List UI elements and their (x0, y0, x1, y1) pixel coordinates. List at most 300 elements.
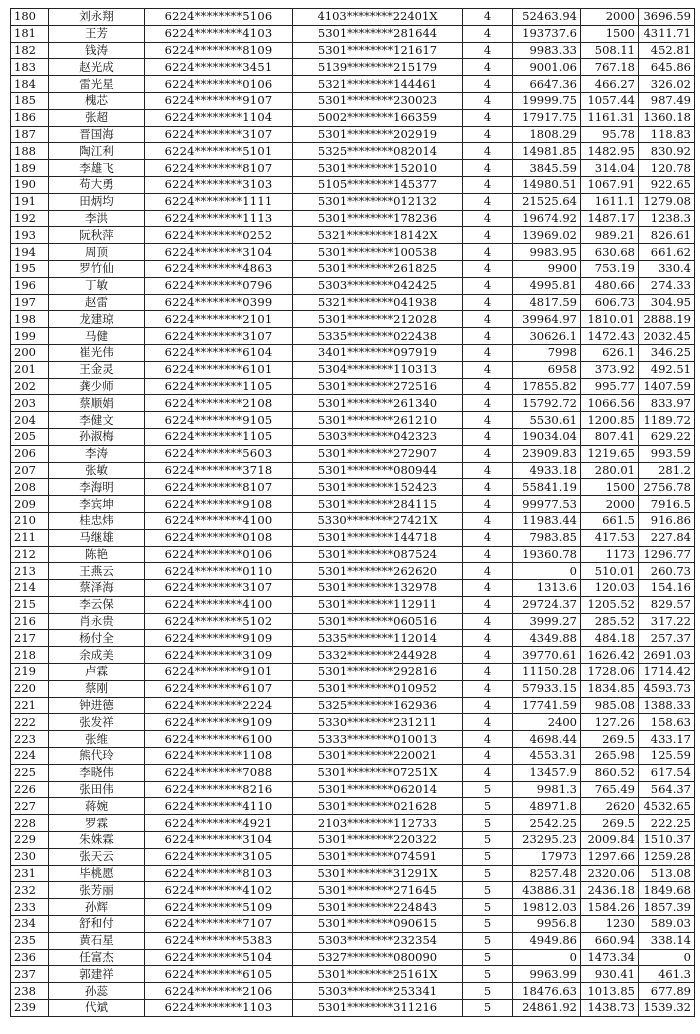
person-name-cell: 郭建祥 (49, 966, 145, 983)
amount-1-cell: 55841.19 (513, 479, 581, 496)
count-cell: 4 (463, 59, 513, 76)
person-name-cell: 钟进德 (49, 697, 145, 714)
count-cell: 5 (463, 882, 513, 899)
count-cell: 4 (463, 109, 513, 126)
table-row (11, 277, 695, 294)
table-row (11, 244, 695, 261)
amount-2-cell: 269.5 (581, 815, 639, 832)
person-name-cell: 刘永翔 (49, 9, 145, 26)
row-number-cell: 197 (11, 294, 49, 311)
amount-1-cell: 3845.59 (513, 160, 581, 177)
amount-1-cell: 24861.92 (513, 1000, 581, 1017)
id-number-cell: 5321********18142X (293, 227, 463, 244)
id-number-cell: 5301********281644 (293, 25, 463, 42)
bank-card-number-cell: 6224********0399 (145, 294, 293, 311)
person-name-cell: 蒋婉 (49, 798, 145, 815)
amount-2-cell: 1200.85 (581, 412, 639, 429)
amount-3-cell: 461.3 (639, 966, 695, 983)
row-number-cell: 227 (11, 798, 49, 815)
count-cell: 4 (463, 630, 513, 647)
amount-1-cell: 19674.92 (513, 210, 581, 227)
amount-3-cell: 922.65 (639, 176, 695, 193)
table-row (11, 815, 695, 832)
count-cell: 5 (463, 798, 513, 815)
amount-3-cell: 125.59 (639, 748, 695, 765)
table-row (11, 193, 695, 210)
amount-2-cell: 1161.31 (581, 109, 639, 126)
person-name-cell: 赵雷 (49, 294, 145, 311)
count-cell: 5 (463, 781, 513, 798)
id-number-cell: 5301********272516 (293, 378, 463, 395)
amount-2-cell: 373.92 (581, 361, 639, 378)
bank-card-number-cell: 6224********9101 (145, 664, 293, 681)
row-number-cell: 218 (11, 647, 49, 664)
table-row (11, 25, 695, 42)
amount-3-cell: 7916.5 (639, 496, 695, 513)
amount-2-cell: 1066.56 (581, 395, 639, 412)
count-cell: 4 (463, 277, 513, 294)
table-row (11, 479, 695, 496)
amount-2-cell: 1500 (581, 479, 639, 496)
count-cell: 5 (463, 1000, 513, 1017)
person-name-cell: 罗霖 (49, 815, 145, 832)
amount-2-cell: 1013.85 (581, 983, 639, 1000)
id-number-cell: 5301********261825 (293, 260, 463, 277)
amount-2-cell: 1219.65 (581, 445, 639, 462)
bank-card-number-cell: 6224********8107 (145, 160, 293, 177)
amount-1-cell: 193737.6 (513, 25, 581, 42)
person-name-cell: 苟大勇 (49, 176, 145, 193)
id-number-cell: 5325********082014 (293, 143, 463, 160)
count-cell: 4 (463, 445, 513, 462)
amount-1-cell: 17973 (513, 848, 581, 865)
id-number-cell: 5303********253341 (293, 983, 463, 1000)
amount-1-cell: 39770.61 (513, 647, 581, 664)
person-name-cell: 陶江利 (49, 143, 145, 160)
amount-3-cell: 257.37 (639, 630, 695, 647)
amount-1-cell: 29724.37 (513, 596, 581, 613)
row-number-cell: 217 (11, 630, 49, 647)
row-number-cell: 221 (11, 697, 49, 714)
amount-3-cell: 2691.03 (639, 647, 695, 664)
row-number-cell: 188 (11, 143, 49, 160)
person-name-cell: 龚少师 (49, 378, 145, 395)
amount-2-cell: 1487.17 (581, 210, 639, 227)
id-number-cell: 5002********166359 (293, 109, 463, 126)
person-name-cell: 周顶 (49, 244, 145, 261)
record-table (10, 8, 695, 1017)
id-number-cell: 5105********145377 (293, 176, 463, 193)
amount-2-cell: 767.18 (581, 59, 639, 76)
count-cell: 4 (463, 344, 513, 361)
person-name-cell: 张天云 (49, 848, 145, 865)
count-cell: 4 (463, 328, 513, 345)
count-cell: 4 (463, 596, 513, 613)
amount-2-cell: 280.01 (581, 462, 639, 479)
amount-2-cell: 1626.42 (581, 647, 639, 664)
amount-1-cell: 14981.85 (513, 143, 581, 160)
id-number-cell: 5301********132978 (293, 580, 463, 597)
amount-3-cell: 120.78 (639, 160, 695, 177)
person-name-cell: 孙蕊 (49, 983, 145, 1000)
count-cell: 4 (463, 176, 513, 193)
person-name-cell: 肖永贵 (49, 613, 145, 630)
id-number-cell: 5303********232354 (293, 932, 463, 949)
amount-1-cell: 0 (513, 949, 581, 966)
count-cell: 4 (463, 126, 513, 143)
amount-3-cell: 1279.08 (639, 193, 695, 210)
id-number-cell: 4103********22401X (293, 9, 463, 26)
count-cell: 4 (463, 462, 513, 479)
row-number-cell: 180 (11, 9, 49, 26)
person-name-cell: 张田伟 (49, 781, 145, 798)
count-cell: 4 (463, 680, 513, 697)
amount-2-cell: 510.01 (581, 563, 639, 580)
amount-2-cell: 2000 (581, 496, 639, 513)
id-number-cell: 5301********012132 (293, 193, 463, 210)
table-row (11, 865, 695, 882)
amount-2-cell: 417.53 (581, 529, 639, 546)
row-number-cell: 205 (11, 428, 49, 445)
amount-1-cell: 19034.04 (513, 428, 581, 445)
count-cell: 4 (463, 529, 513, 546)
row-number-cell: 206 (11, 445, 49, 462)
id-number-cell: 5301********224843 (293, 899, 463, 916)
amount-2-cell: 2436.18 (581, 882, 639, 899)
amount-2-cell: 314.04 (581, 160, 639, 177)
bank-card-number-cell: 6224********5104 (145, 949, 293, 966)
amount-2-cell: 1057.44 (581, 92, 639, 109)
row-number-cell: 192 (11, 210, 49, 227)
row-number-cell: 238 (11, 983, 49, 1000)
row-number-cell: 211 (11, 529, 49, 546)
bank-card-number-cell: 6224********8107 (145, 479, 293, 496)
amount-3-cell: 513.08 (639, 865, 695, 882)
person-name-cell: 陈艳 (49, 546, 145, 563)
count-cell: 4 (463, 395, 513, 412)
count-cell: 4 (463, 9, 513, 26)
bank-card-number-cell: 6224********3718 (145, 462, 293, 479)
count-cell: 4 (463, 160, 513, 177)
row-number-cell: 213 (11, 563, 49, 580)
bank-card-number-cell: 6224********3451 (145, 59, 293, 76)
amount-1-cell: 11983.44 (513, 512, 581, 529)
amount-3-cell: 1714.42 (639, 664, 695, 681)
amount-3-cell: 993.59 (639, 445, 695, 462)
table-row (11, 966, 695, 983)
amount-3-cell: 4593.73 (639, 680, 695, 697)
table-row (11, 899, 695, 916)
person-name-cell: 槐芯 (49, 92, 145, 109)
bank-card-number-cell: 6224********4102 (145, 882, 293, 899)
id-number-cell: 5301********07251X (293, 764, 463, 781)
amount-2-cell: 2620 (581, 798, 639, 815)
data-sheet (10, 8, 694, 1017)
amount-3-cell: 158.63 (639, 714, 695, 731)
person-name-cell: 李宾坤 (49, 496, 145, 513)
amount-1-cell: 9956.8 (513, 916, 581, 933)
bank-card-number-cell: 6224********1113 (145, 210, 293, 227)
count-cell: 4 (463, 479, 513, 496)
table-row (11, 9, 695, 26)
amount-3-cell: 1407.59 (639, 378, 695, 395)
amount-3-cell: 2888.19 (639, 311, 695, 328)
amount-3-cell: 826.61 (639, 227, 695, 244)
id-number-cell: 5301********074591 (293, 848, 463, 865)
amount-3-cell: 281.2 (639, 462, 695, 479)
row-number-cell: 228 (11, 815, 49, 832)
bank-card-number-cell: 6224********9109 (145, 714, 293, 731)
id-number-cell: 5330********27421X (293, 512, 463, 529)
row-number-cell: 199 (11, 328, 49, 345)
amount-2-cell: 1297.66 (581, 848, 639, 865)
id-number-cell: 5301********212028 (293, 311, 463, 328)
table-row (11, 260, 695, 277)
row-number-cell: 229 (11, 832, 49, 849)
amount-3-cell: 1189.72 (639, 412, 695, 429)
bank-card-number-cell: 6224********7088 (145, 764, 293, 781)
amount-1-cell: 4698.44 (513, 731, 581, 748)
amount-1-cell: 9900 (513, 260, 581, 277)
id-number-cell: 5335********022438 (293, 328, 463, 345)
amount-3-cell: 338.14 (639, 932, 695, 949)
table-row (11, 580, 695, 597)
bank-card-number-cell: 6224********0110 (145, 563, 293, 580)
person-name-cell: 孙淑梅 (49, 428, 145, 445)
amount-1-cell: 8257.48 (513, 865, 581, 882)
row-number-cell: 183 (11, 59, 49, 76)
bank-card-number-cell: 6224********3107 (145, 580, 293, 597)
amount-1-cell: 2400 (513, 714, 581, 731)
amount-3-cell: 1510.37 (639, 832, 695, 849)
person-name-cell: 熊代玲 (49, 748, 145, 765)
amount-3-cell: 433.17 (639, 731, 695, 748)
amount-2-cell: 2320.06 (581, 865, 639, 882)
amount-3-cell: 227.84 (639, 529, 695, 546)
id-number-cell: 5301********121617 (293, 42, 463, 59)
row-number-cell: 220 (11, 680, 49, 697)
amount-3-cell: 4532.65 (639, 798, 695, 815)
id-number-cell: 5321********144461 (293, 76, 463, 93)
table-row (11, 344, 695, 361)
person-name-cell: 张发祥 (49, 714, 145, 731)
row-number-cell: 236 (11, 949, 49, 966)
person-name-cell: 李健文 (49, 412, 145, 429)
table-row (11, 680, 695, 697)
bank-card-number-cell: 6224********1104 (145, 109, 293, 126)
amount-3-cell: 1259.28 (639, 848, 695, 865)
bank-card-number-cell: 6224********4110 (145, 798, 293, 815)
amount-3-cell: 677.89 (639, 983, 695, 1000)
count-cell: 5 (463, 832, 513, 849)
amount-1-cell: 1313.6 (513, 580, 581, 597)
bank-card-number-cell: 6224********5383 (145, 932, 293, 949)
amount-3-cell: 118.83 (639, 126, 695, 143)
amount-1-cell: 48971.8 (513, 798, 581, 815)
count-cell: 5 (463, 815, 513, 832)
count-cell: 4 (463, 412, 513, 429)
amount-2-cell: 606.73 (581, 294, 639, 311)
amount-3-cell: 617.54 (639, 764, 695, 781)
row-number-cell: 237 (11, 966, 49, 983)
amount-1-cell: 4949.86 (513, 932, 581, 949)
row-number-cell: 184 (11, 76, 49, 93)
table-row (11, 59, 695, 76)
person-name-cell: 李海明 (49, 479, 145, 496)
bank-card-number-cell: 6224********9105 (145, 412, 293, 429)
table-row (11, 395, 695, 412)
amount-3-cell: 2032.45 (639, 328, 695, 345)
table-row (11, 42, 695, 59)
table-row (11, 1000, 695, 1017)
id-number-cell: 5139********215179 (293, 59, 463, 76)
count-cell: 5 (463, 983, 513, 1000)
count-cell: 4 (463, 227, 513, 244)
id-number-cell: 5335********112014 (293, 630, 463, 647)
id-number-cell: 5301********112911 (293, 596, 463, 613)
count-cell: 4 (463, 76, 513, 93)
row-number-cell: 222 (11, 714, 49, 731)
bank-card-number-cell: 6224********9108 (145, 496, 293, 513)
amount-2-cell: 127.26 (581, 714, 639, 731)
amount-2-cell: 1173 (581, 546, 639, 563)
id-number-cell: 5301********230023 (293, 92, 463, 109)
amount-2-cell: 285.52 (581, 613, 639, 630)
amount-1-cell: 17741.59 (513, 697, 581, 714)
bank-card-number-cell: 6224********6104 (145, 344, 293, 361)
row-number-cell: 233 (11, 899, 49, 916)
table-row (11, 882, 695, 899)
row-number-cell: 231 (11, 865, 49, 882)
amount-2-cell: 1205.52 (581, 596, 639, 613)
amount-1-cell: 2542.25 (513, 815, 581, 832)
table-row (11, 361, 695, 378)
row-number-cell: 212 (11, 546, 49, 563)
person-name-cell: 李云保 (49, 596, 145, 613)
person-name-cell: 余成美 (49, 647, 145, 664)
row-number-cell: 209 (11, 496, 49, 513)
bank-card-number-cell: 6224********4100 (145, 512, 293, 529)
table-row (11, 932, 695, 949)
table-row (11, 731, 695, 748)
bank-card-number-cell: 6224********0252 (145, 227, 293, 244)
count-cell: 4 (463, 731, 513, 748)
table-row (11, 92, 695, 109)
bank-card-number-cell: 6224********2224 (145, 697, 293, 714)
amount-1-cell: 17855.82 (513, 378, 581, 395)
amount-3-cell: 154.16 (639, 580, 695, 597)
id-number-cell: 5301********021628 (293, 798, 463, 815)
id-number-cell: 5301********087524 (293, 546, 463, 563)
table-row (11, 764, 695, 781)
amount-1-cell: 4553.31 (513, 748, 581, 765)
amount-1-cell: 13969.02 (513, 227, 581, 244)
amount-2-cell: 269.5 (581, 731, 639, 748)
id-number-cell: 5301********220322 (293, 832, 463, 849)
count-cell: 4 (463, 361, 513, 378)
person-name-cell: 晋国海 (49, 126, 145, 143)
amount-3-cell: 829.57 (639, 596, 695, 613)
table-row (11, 328, 695, 345)
bank-card-number-cell: 6224********8216 (145, 781, 293, 798)
table-row (11, 412, 695, 429)
id-number-cell: 5333********010013 (293, 731, 463, 748)
bank-card-number-cell: 6224********2106 (145, 983, 293, 1000)
amount-2-cell: 1482.95 (581, 143, 639, 160)
amount-3-cell: 3696.59 (639, 9, 695, 26)
person-name-cell: 任富杰 (49, 949, 145, 966)
bank-card-number-cell: 6224********6100 (145, 731, 293, 748)
person-name-cell: 罗竹仙 (49, 260, 145, 277)
amount-2-cell: 1500 (581, 25, 639, 42)
count-cell: 4 (463, 143, 513, 160)
amount-3-cell: 564.37 (639, 781, 695, 798)
row-number-cell: 189 (11, 160, 49, 177)
amount-3-cell: 317.22 (639, 613, 695, 630)
amount-3-cell: 661.62 (639, 244, 695, 261)
person-name-cell: 李洪 (49, 210, 145, 227)
amount-2-cell: 661.5 (581, 512, 639, 529)
table-row (11, 311, 695, 328)
count-cell: 4 (463, 496, 513, 513)
table-row (11, 983, 695, 1000)
table-row (11, 832, 695, 849)
count-cell: 5 (463, 848, 513, 865)
amount-2-cell: 626.1 (581, 344, 639, 361)
amount-2-cell: 1230 (581, 916, 639, 933)
amount-2-cell: 2000 (581, 9, 639, 26)
count-cell: 5 (463, 865, 513, 882)
count-cell: 4 (463, 210, 513, 227)
amount-3-cell: 1539.32 (639, 1000, 695, 1017)
bank-card-number-cell: 6224********5109 (145, 899, 293, 916)
amount-3-cell: 222.25 (639, 815, 695, 832)
person-name-cell: 李雄飞 (49, 160, 145, 177)
id-number-cell: 5303********042323 (293, 428, 463, 445)
bank-card-number-cell: 6224********5102 (145, 613, 293, 630)
amount-2-cell: 1438.73 (581, 1000, 639, 1017)
amount-2-cell: 1834.85 (581, 680, 639, 697)
count-cell: 4 (463, 764, 513, 781)
bank-card-number-cell: 6224********0108 (145, 529, 293, 546)
id-number-cell: 5301********261340 (293, 395, 463, 412)
id-number-cell: 2103********112733 (293, 815, 463, 832)
bank-card-number-cell: 6224********5101 (145, 143, 293, 160)
count-cell: 5 (463, 966, 513, 983)
amount-1-cell: 0 (513, 563, 581, 580)
id-number-cell: 5301********178236 (293, 210, 463, 227)
amount-1-cell: 11150.28 (513, 664, 581, 681)
row-number-cell: 208 (11, 479, 49, 496)
amount-1-cell: 19999.75 (513, 92, 581, 109)
row-number-cell: 190 (11, 176, 49, 193)
id-number-cell: 5303********042425 (293, 277, 463, 294)
amount-3-cell: 452.81 (639, 42, 695, 59)
person-name-cell: 代斌 (49, 1000, 145, 1017)
person-name-cell: 雷光星 (49, 76, 145, 93)
id-number-cell: 5301********25161X (293, 966, 463, 983)
bank-card-number-cell: 6224********4103 (145, 25, 293, 42)
amount-1-cell: 9001.06 (513, 59, 581, 76)
row-number-cell: 204 (11, 412, 49, 429)
bank-card-number-cell: 6224********6107 (145, 680, 293, 697)
amount-3-cell: 274.33 (639, 277, 695, 294)
count-cell: 4 (463, 664, 513, 681)
row-number-cell: 186 (11, 109, 49, 126)
bank-card-number-cell: 6224********1105 (145, 428, 293, 445)
row-number-cell: 215 (11, 596, 49, 613)
amount-2-cell: 765.49 (581, 781, 639, 798)
